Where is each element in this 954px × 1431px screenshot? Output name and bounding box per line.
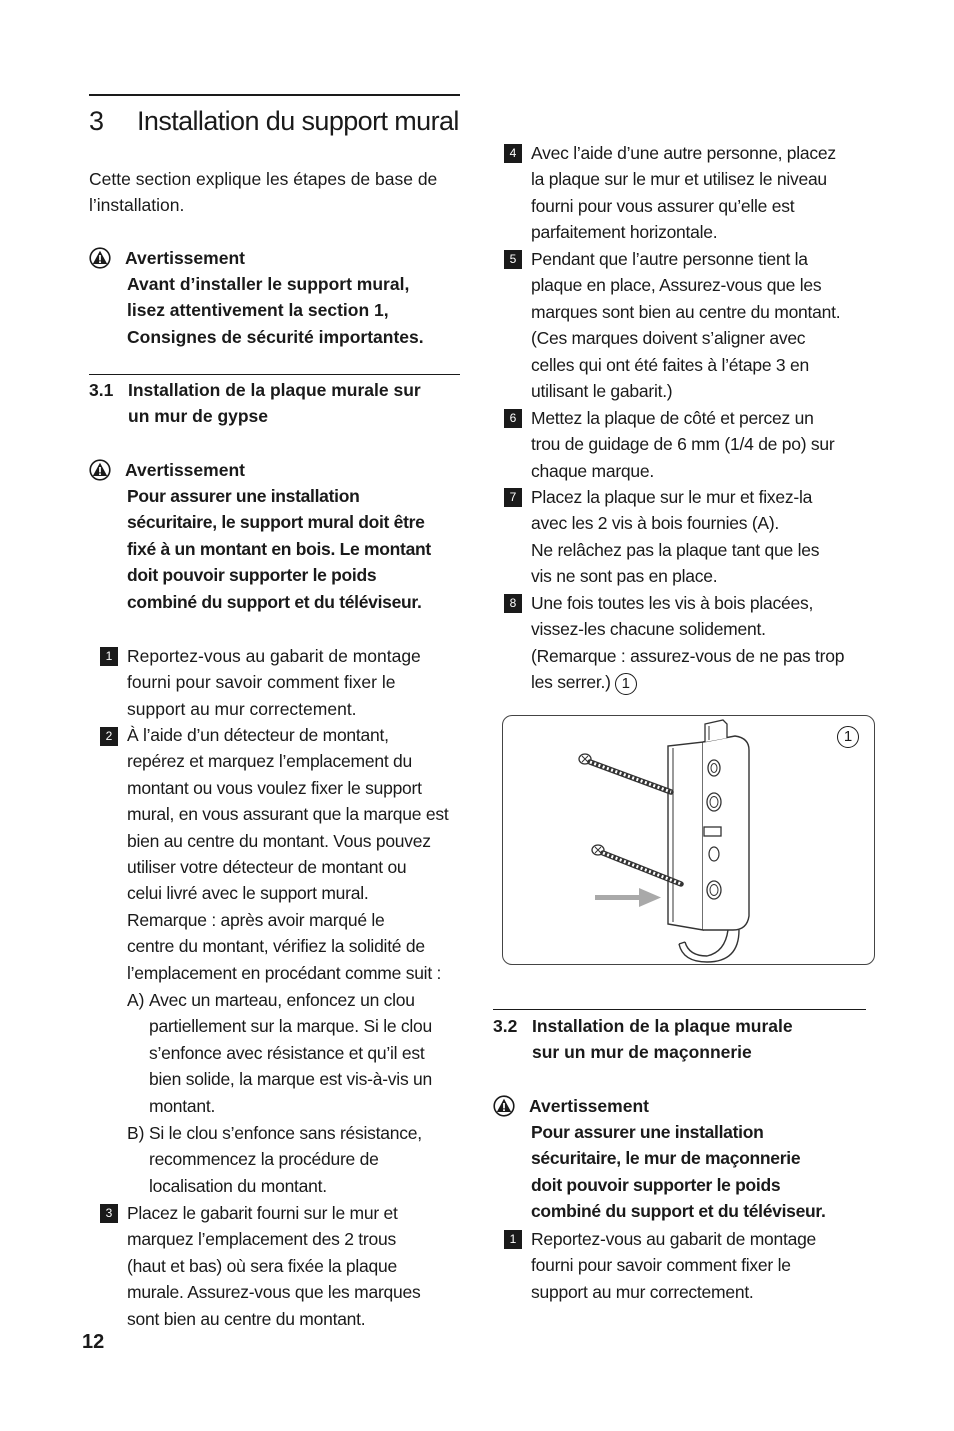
step-line: utiliser votre détecteur de montant ou bbox=[127, 857, 407, 878]
step-line: fourni pour savoir comment fixer le bbox=[531, 1255, 791, 1276]
warning-line: sécuritaire, le support mural doit être bbox=[127, 512, 425, 533]
step-line: l’emplacement en procédant comme suit : bbox=[127, 962, 442, 983]
step-line: Placez le gabarit fourni sur le mur et bbox=[127, 1203, 398, 1223]
step-line: fourni pour savoir comment fixer le bbox=[127, 672, 396, 693]
arrow-right-icon bbox=[595, 888, 661, 907]
step-line: Placez la plaque sur le mur et fixez-la bbox=[531, 487, 813, 507]
substep-line: Avec un marteau, enfoncez un clou bbox=[149, 990, 415, 1010]
step-text bbox=[127, 1200, 421, 1332]
section-title bbox=[128, 377, 421, 430]
step-text bbox=[531, 1226, 816, 1305]
step-line: Ne relâchez pas la plaque tant que les bbox=[531, 539, 820, 560]
section-number: 3.2 bbox=[493, 1016, 518, 1036]
figure-reference: 1 bbox=[615, 673, 637, 695]
chapter-number: 3 bbox=[89, 106, 104, 136]
step-text bbox=[127, 722, 448, 986]
warning-line: Consignes de sécurité importantes. bbox=[127, 326, 424, 347]
step-number-badge: 1 bbox=[100, 647, 118, 666]
warning-text bbox=[127, 483, 431, 615]
step-number-badge: 4 bbox=[504, 144, 522, 163]
wood-screw-icon bbox=[579, 754, 671, 792]
step-line: Reportez-vous au gabarit de montage bbox=[127, 646, 421, 666]
step-text bbox=[531, 140, 836, 246]
step-number-badge: 3 bbox=[100, 1204, 118, 1223]
step-line: Mettez la plaque de côté et percez un bbox=[531, 408, 814, 428]
step-line: (haut et bas) où sera fixée la plaque bbox=[127, 1255, 397, 1276]
warning-label: Avertissement bbox=[125, 460, 245, 480]
step-number-badge: 5 bbox=[504, 250, 522, 269]
step-text bbox=[531, 590, 844, 696]
section-title-line: un mur de gypse bbox=[128, 406, 269, 427]
step-line: Remarque : après avoir marqué le bbox=[127, 909, 385, 930]
step-line: support au mur correctement. bbox=[531, 1281, 754, 1302]
substep-line: recommencez la procédure de bbox=[149, 1149, 379, 1170]
warning-line: combiné du support et du téléviseur. bbox=[531, 1201, 826, 1222]
section-title-line: sur un mur de maçonnerie bbox=[532, 1042, 752, 1063]
wall-plate-illustration bbox=[503, 716, 874, 964]
intro-line: Cette section explique les étapes de base de bbox=[89, 169, 438, 189]
warning-icon bbox=[493, 1095, 515, 1117]
warning-line: Pour assurer une installation bbox=[531, 1122, 764, 1142]
substep-line: s’enfonce avec résistance et qu’il est bbox=[149, 1042, 425, 1063]
substep-label: A) bbox=[127, 990, 145, 1010]
step-line: fourni pour vous assurer qu’elle est bbox=[531, 195, 795, 216]
step-line-text: les serrer.) bbox=[531, 672, 611, 693]
step-line: bien au centre du montant. Vous pouvez bbox=[127, 830, 431, 851]
step-line: Reportez-vous au gabarit de montage bbox=[531, 1229, 817, 1249]
step-line: support au mur correctement. bbox=[127, 698, 357, 719]
step-line: Pendant que l’autre personne tient la bbox=[531, 249, 808, 269]
step-text bbox=[127, 643, 421, 722]
warning-line: lisez attentivement la section 1, bbox=[127, 300, 389, 321]
chapter-intro bbox=[89, 166, 437, 219]
chapter-title: Installation du support mural bbox=[137, 106, 459, 136]
section-rule bbox=[89, 374, 460, 375]
step-line: trou de guidage de 6 mm (1/4 de po) sur bbox=[531, 434, 835, 455]
section-title-line: Installation de la plaque murale sur bbox=[128, 380, 421, 400]
page-number: 12 bbox=[82, 1331, 105, 1353]
section-title bbox=[532, 1013, 793, 1066]
step-line: murale. Assurez-vous que les marques bbox=[127, 1282, 421, 1303]
step-line: utilisant le gabarit.) bbox=[531, 381, 673, 402]
substep-label: B) bbox=[127, 1123, 145, 1143]
substep-text bbox=[149, 987, 432, 1119]
step-line: chaque marque. bbox=[531, 460, 654, 481]
warning-line: doit pouvoir supporter le poids bbox=[127, 565, 377, 586]
step-number-badge: 2 bbox=[100, 727, 118, 746]
warning-label: Avertissement bbox=[125, 248, 245, 268]
warning-line: Avant d’installer le support mural, bbox=[127, 274, 410, 294]
step-number-badge: 6 bbox=[504, 409, 522, 428]
step-line: marquez l’emplacement des 2 trous bbox=[127, 1229, 396, 1250]
figure-label: 1 bbox=[837, 726, 859, 748]
step-line: À l’aide d’un détecteur de montant, bbox=[127, 725, 389, 745]
substep-line: montant. bbox=[149, 1095, 216, 1116]
step-text bbox=[531, 484, 819, 590]
step-line: plaque en place, Assurez-vous que les bbox=[531, 275, 822, 296]
substep-text bbox=[149, 1120, 422, 1199]
warning-line: doit pouvoir supporter le poids bbox=[531, 1174, 781, 1195]
warning-label: Avertissement bbox=[529, 1096, 649, 1116]
substep-line: bien solide, la marque est vis-à-vis un bbox=[149, 1069, 433, 1090]
step-line: sont bien au centre du montant. bbox=[127, 1308, 366, 1329]
intro-line: l’installation. bbox=[89, 195, 185, 216]
figure-wall-mount-screws bbox=[502, 715, 875, 965]
warning-text bbox=[127, 271, 424, 350]
section-title-line: Installation de la plaque murale bbox=[532, 1016, 793, 1036]
step-number-badge: 1 bbox=[504, 1230, 522, 1249]
step-line: celui livré avec le support mural. bbox=[127, 883, 369, 904]
step-line: avec les 2 vis à bois fournies (A). bbox=[531, 513, 780, 534]
step-line: la plaque sur le mur et utilisez le niveau bbox=[531, 169, 827, 190]
step-line: Une fois toutes les vis à bois placées, bbox=[531, 593, 814, 613]
step-line: (Ces marques doivent s’aligner avec bbox=[531, 328, 806, 349]
warning-line: sécuritaire, le mur de maçonnerie bbox=[531, 1148, 801, 1169]
step-line: parfaitement horizontale. bbox=[531, 222, 718, 243]
step-text bbox=[531, 405, 835, 484]
step-line: Avec l’aide d’une autre personne, placez bbox=[531, 143, 836, 163]
chapter-top-rule bbox=[89, 94, 460, 96]
step-line: montant ou vous voulez fixer le support bbox=[127, 777, 422, 798]
substep-line: localisation du montant. bbox=[149, 1175, 327, 1196]
step-line: marques sont bien au centre du montant. bbox=[531, 301, 841, 322]
warning-line: fixé à un montant en bois. Le montant bbox=[127, 538, 431, 559]
step-line: celles qui ont été faites à l’étape 3 en bbox=[531, 354, 809, 375]
step-line: repérez et marquez l’emplacement du bbox=[127, 751, 413, 772]
warning-icon bbox=[89, 459, 111, 481]
step-line: vis ne sont pas en place. bbox=[531, 566, 718, 587]
warning-line: Pour assurer une installation bbox=[127, 486, 360, 506]
step-line: (Remarque : assurez-vous de ne pas trop bbox=[531, 645, 845, 666]
step-text bbox=[531, 246, 840, 404]
step-line bbox=[531, 669, 844, 695]
step-line: mural, en vous assurant que la marque est bbox=[127, 804, 449, 825]
substep-line: partiellement sur la marque. Si le clou bbox=[149, 1016, 433, 1037]
section-rule bbox=[493, 1009, 866, 1010]
step-line: vissez-les chacune solidement. bbox=[531, 619, 766, 640]
warning-icon bbox=[89, 247, 111, 269]
section-number: 3.1 bbox=[89, 380, 114, 400]
substep-line: Si le clou s’enfonce sans résistance, bbox=[149, 1123, 422, 1143]
step-number-badge: 7 bbox=[504, 488, 522, 507]
step-number-badge: 8 bbox=[504, 594, 522, 613]
warning-line: combiné du support et du téléviseur. bbox=[127, 591, 422, 612]
step-line: centre du montant, vérifiez la solidité de bbox=[127, 936, 425, 957]
warning-text bbox=[531, 1119, 826, 1225]
